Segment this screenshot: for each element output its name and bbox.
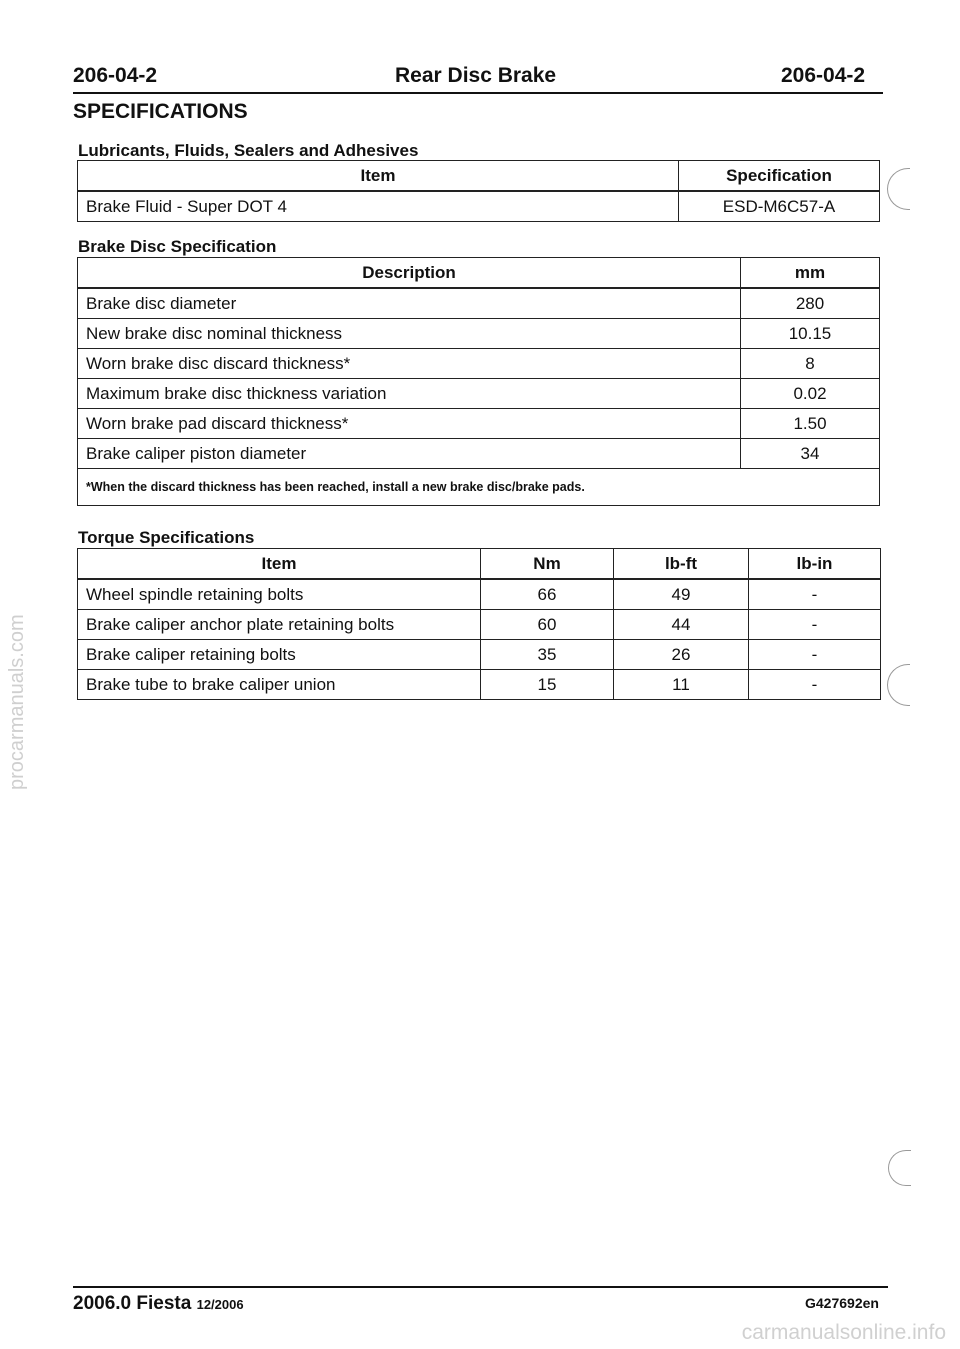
page-number-left: 206-04-2 — [73, 64, 158, 87]
table-row — [78, 610, 881, 640]
cell-lbin: - — [749, 640, 881, 670]
watermark-left: procarmanuals.com — [6, 614, 28, 790]
cell-lbft: 49 — [614, 579, 749, 610]
page-number-right: 206-04-2 — [781, 64, 866, 87]
cell-lbft: 44 — [614, 610, 749, 640]
cell-nm: 66 — [481, 579, 614, 610]
footer-rule — [73, 1286, 888, 1288]
cell-item: Brake Fluid - Super DOT 4 — [78, 191, 679, 222]
table-row — [78, 191, 880, 222]
cell-mm: 34 — [741, 439, 880, 469]
lubricants-table — [77, 160, 880, 222]
table-header-row — [78, 161, 880, 192]
punch-hole-mark — [887, 664, 910, 706]
column-header: Item — [78, 549, 481, 580]
cell-item: Brake caliper anchor plate retaining bolts — [78, 610, 481, 640]
cell-lbin: - — [749, 579, 881, 610]
table-header-row — [78, 258, 880, 289]
footer-date: 12/2006 — [196, 1297, 244, 1312]
column-header: lb-in — [749, 549, 881, 580]
table-row — [78, 379, 880, 409]
disc-title: Brake Disc Specification — [78, 237, 277, 256]
cell-specification: ESD-M6C57-A — [679, 191, 880, 222]
footer-code: G427692en — [805, 1295, 879, 1311]
table-row — [78, 319, 880, 349]
cell-mm: 0.02 — [741, 379, 880, 409]
cell-lbft: 26 — [614, 640, 749, 670]
table-header-row — [78, 549, 881, 580]
cell-item: Brake tube to brake caliper union — [78, 670, 481, 700]
table-note-row — [78, 469, 880, 506]
table-row — [78, 409, 880, 439]
column-header: mm — [741, 258, 880, 289]
cell-mm: 1.50 — [741, 409, 880, 439]
column-header: Nm — [481, 549, 614, 580]
header-rule — [73, 92, 883, 94]
cell-mm: 8 — [741, 349, 880, 379]
cell-nm: 60 — [481, 610, 614, 640]
table-row — [78, 640, 881, 670]
table-row — [78, 579, 881, 610]
cell-item: Wheel spindle retaining bolts — [78, 579, 481, 610]
table-row — [78, 288, 880, 319]
lubricants-title: Lubricants, Fluids, Sealers and Adhesives — [78, 141, 419, 160]
watermark-bottom: carmanualsonline.info — [741, 1321, 946, 1344]
column-header: Specification — [679, 161, 880, 192]
cell-description: Worn brake pad discard thickness* — [78, 409, 741, 439]
cell-mm: 280 — [741, 288, 880, 319]
table-row — [78, 439, 880, 469]
cell-description: Brake caliper piston diameter — [78, 439, 741, 469]
torque-table — [77, 548, 881, 700]
footer-model — [73, 1293, 244, 1315]
column-header: Item — [78, 161, 679, 192]
cell-item: Brake caliper retaining bolts — [78, 640, 481, 670]
cell-nm: 35 — [481, 640, 614, 670]
punch-hole-mark — [887, 168, 910, 210]
cell-nm: 15 — [481, 670, 614, 700]
column-header: lb-ft — [614, 549, 749, 580]
cell-lbin: - — [749, 670, 881, 700]
footer-model-name: 2006.0 Fiesta — [73, 1293, 192, 1314]
table-row — [78, 670, 881, 700]
cell-description: New brake disc nominal thickness — [78, 319, 741, 349]
column-header: Description — [78, 258, 741, 289]
punch-hole-mark — [888, 1150, 911, 1186]
disc-table — [77, 257, 880, 506]
torque-title: Torque Specifications — [78, 528, 255, 547]
table-row — [78, 349, 880, 379]
section-title: SPECIFICATIONS — [73, 100, 248, 123]
cell-description: Worn brake disc discard thickness* — [78, 349, 741, 379]
cell-lbin: - — [749, 610, 881, 640]
cell-lbft: 11 — [614, 670, 749, 700]
table-note: *When the discard thickness has been reached, install a new brake disc/brake pads. — [78, 469, 880, 506]
cell-description: Brake disc diameter — [78, 288, 741, 319]
cell-mm: 10.15 — [741, 319, 880, 349]
cell-description: Maximum brake disc thickness variation — [78, 379, 741, 409]
page-title: Rear Disc Brake — [395, 64, 557, 87]
